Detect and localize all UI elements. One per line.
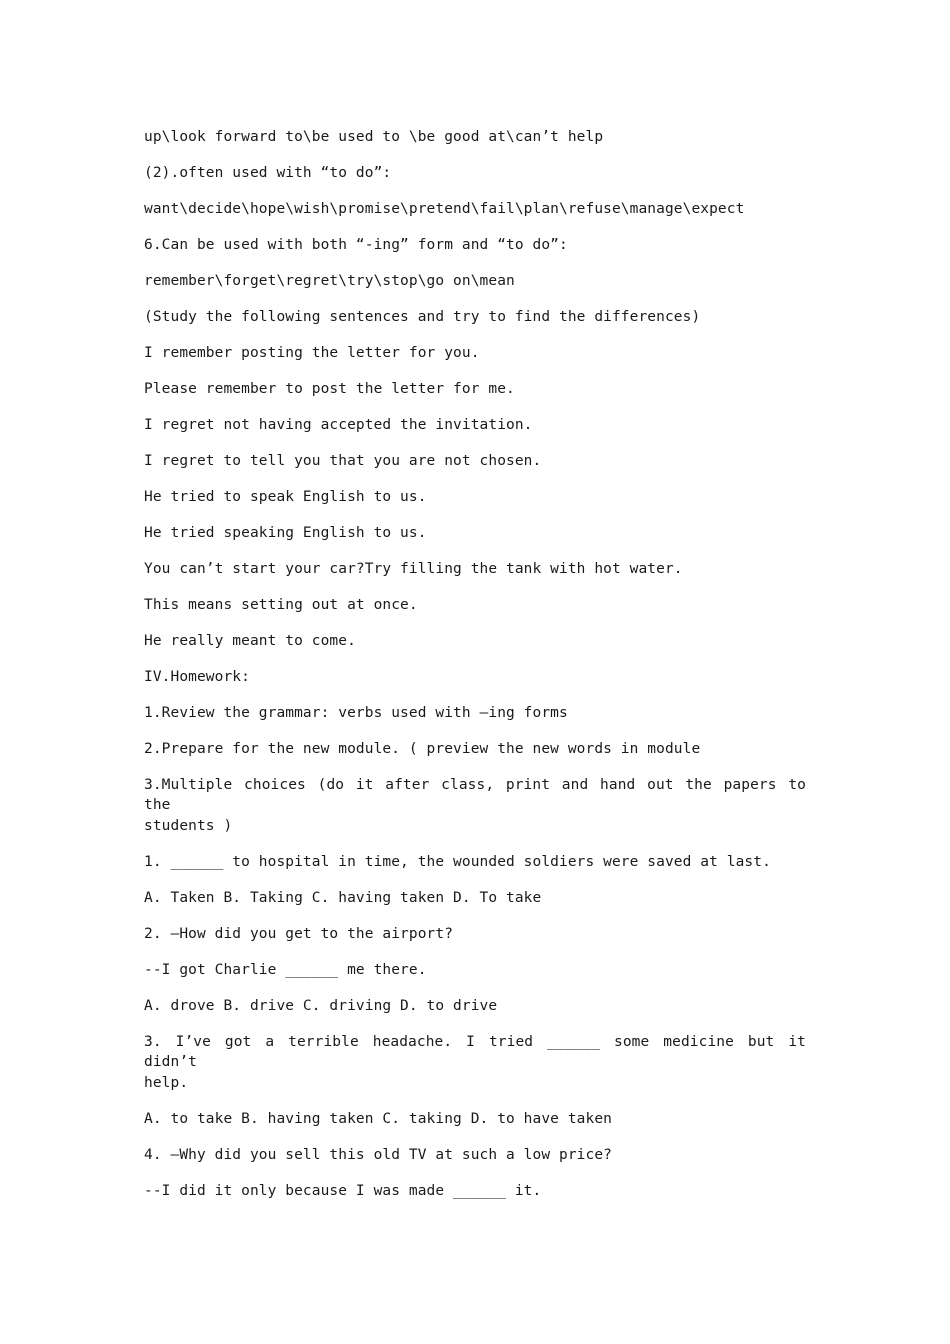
question-text: --I did it only because I was made ______ it. <box>144 1183 542 1199</box>
text-line: up\look forward to\be used to \be good at\can’t help <box>144 129 604 145</box>
text-line: students ) <box>144 818 233 834</box>
question-text: 3. I’ve got a terrible headache. I tried ______ some medicine but it didn’t <box>144 1034 806 1070</box>
text-line: 2.Prepare for the new module. ( preview the new words in module <box>144 741 701 757</box>
section-heading: IV.Homework: <box>144 669 250 685</box>
answer-options: A. drove B. drive C. driving D. to drive <box>144 998 498 1014</box>
text-line: You can’t start your car?Try filling the tank with hot water. <box>144 561 683 577</box>
text-line: This means setting out at once. <box>144 597 418 613</box>
text-line: want\decide\hope\wish\promise\pretend\fail\plan\refuse\manage\expect <box>144 201 745 217</box>
text-line: (2).often used with “to do”: <box>144 165 392 181</box>
question-text: 2. –How did you get to the airport? <box>144 926 454 942</box>
answer-options: A. Taken B. Taking C. having taken D. To take <box>144 890 542 906</box>
question-text: help. <box>144 1075 189 1091</box>
text-line: I remember posting the letter for you. <box>144 345 480 361</box>
question-text: 1. ______ to hospital in time, the wounded soldiers were saved at last. <box>144 854 771 870</box>
text-line: Please remember to post the letter for me. <box>144 381 515 397</box>
text-line: He tried to speak English to us. <box>144 489 427 505</box>
question-text: --I got Charlie ______ me there. <box>144 962 427 978</box>
text-line: 1.Review the grammar: verbs used with –ing forms <box>144 705 568 721</box>
text-line: 3.Multiple choices (do it after class, print and hand out the papers to the <box>144 777 806 813</box>
text-line: remember\forget\regret\try\stop\go on\mean <box>144 273 515 289</box>
text-line: (Study the following sentences and try to find the differences) <box>144 309 701 325</box>
text-line: He really meant to come. <box>144 633 356 649</box>
text-line: 6.Can be used with both “-ing” form and “to do”: <box>144 237 568 253</box>
question-text: 4. –Why did you sell this old TV at such a low price? <box>144 1147 612 1163</box>
answer-options: A. to take B. having taken C. taking D. to have taken <box>144 1111 612 1127</box>
text-line: I regret to tell you that you are not chosen. <box>144 453 542 469</box>
text-line: I regret not having accepted the invitation. <box>144 417 533 433</box>
text-line: He tried speaking English to us. <box>144 525 427 541</box>
